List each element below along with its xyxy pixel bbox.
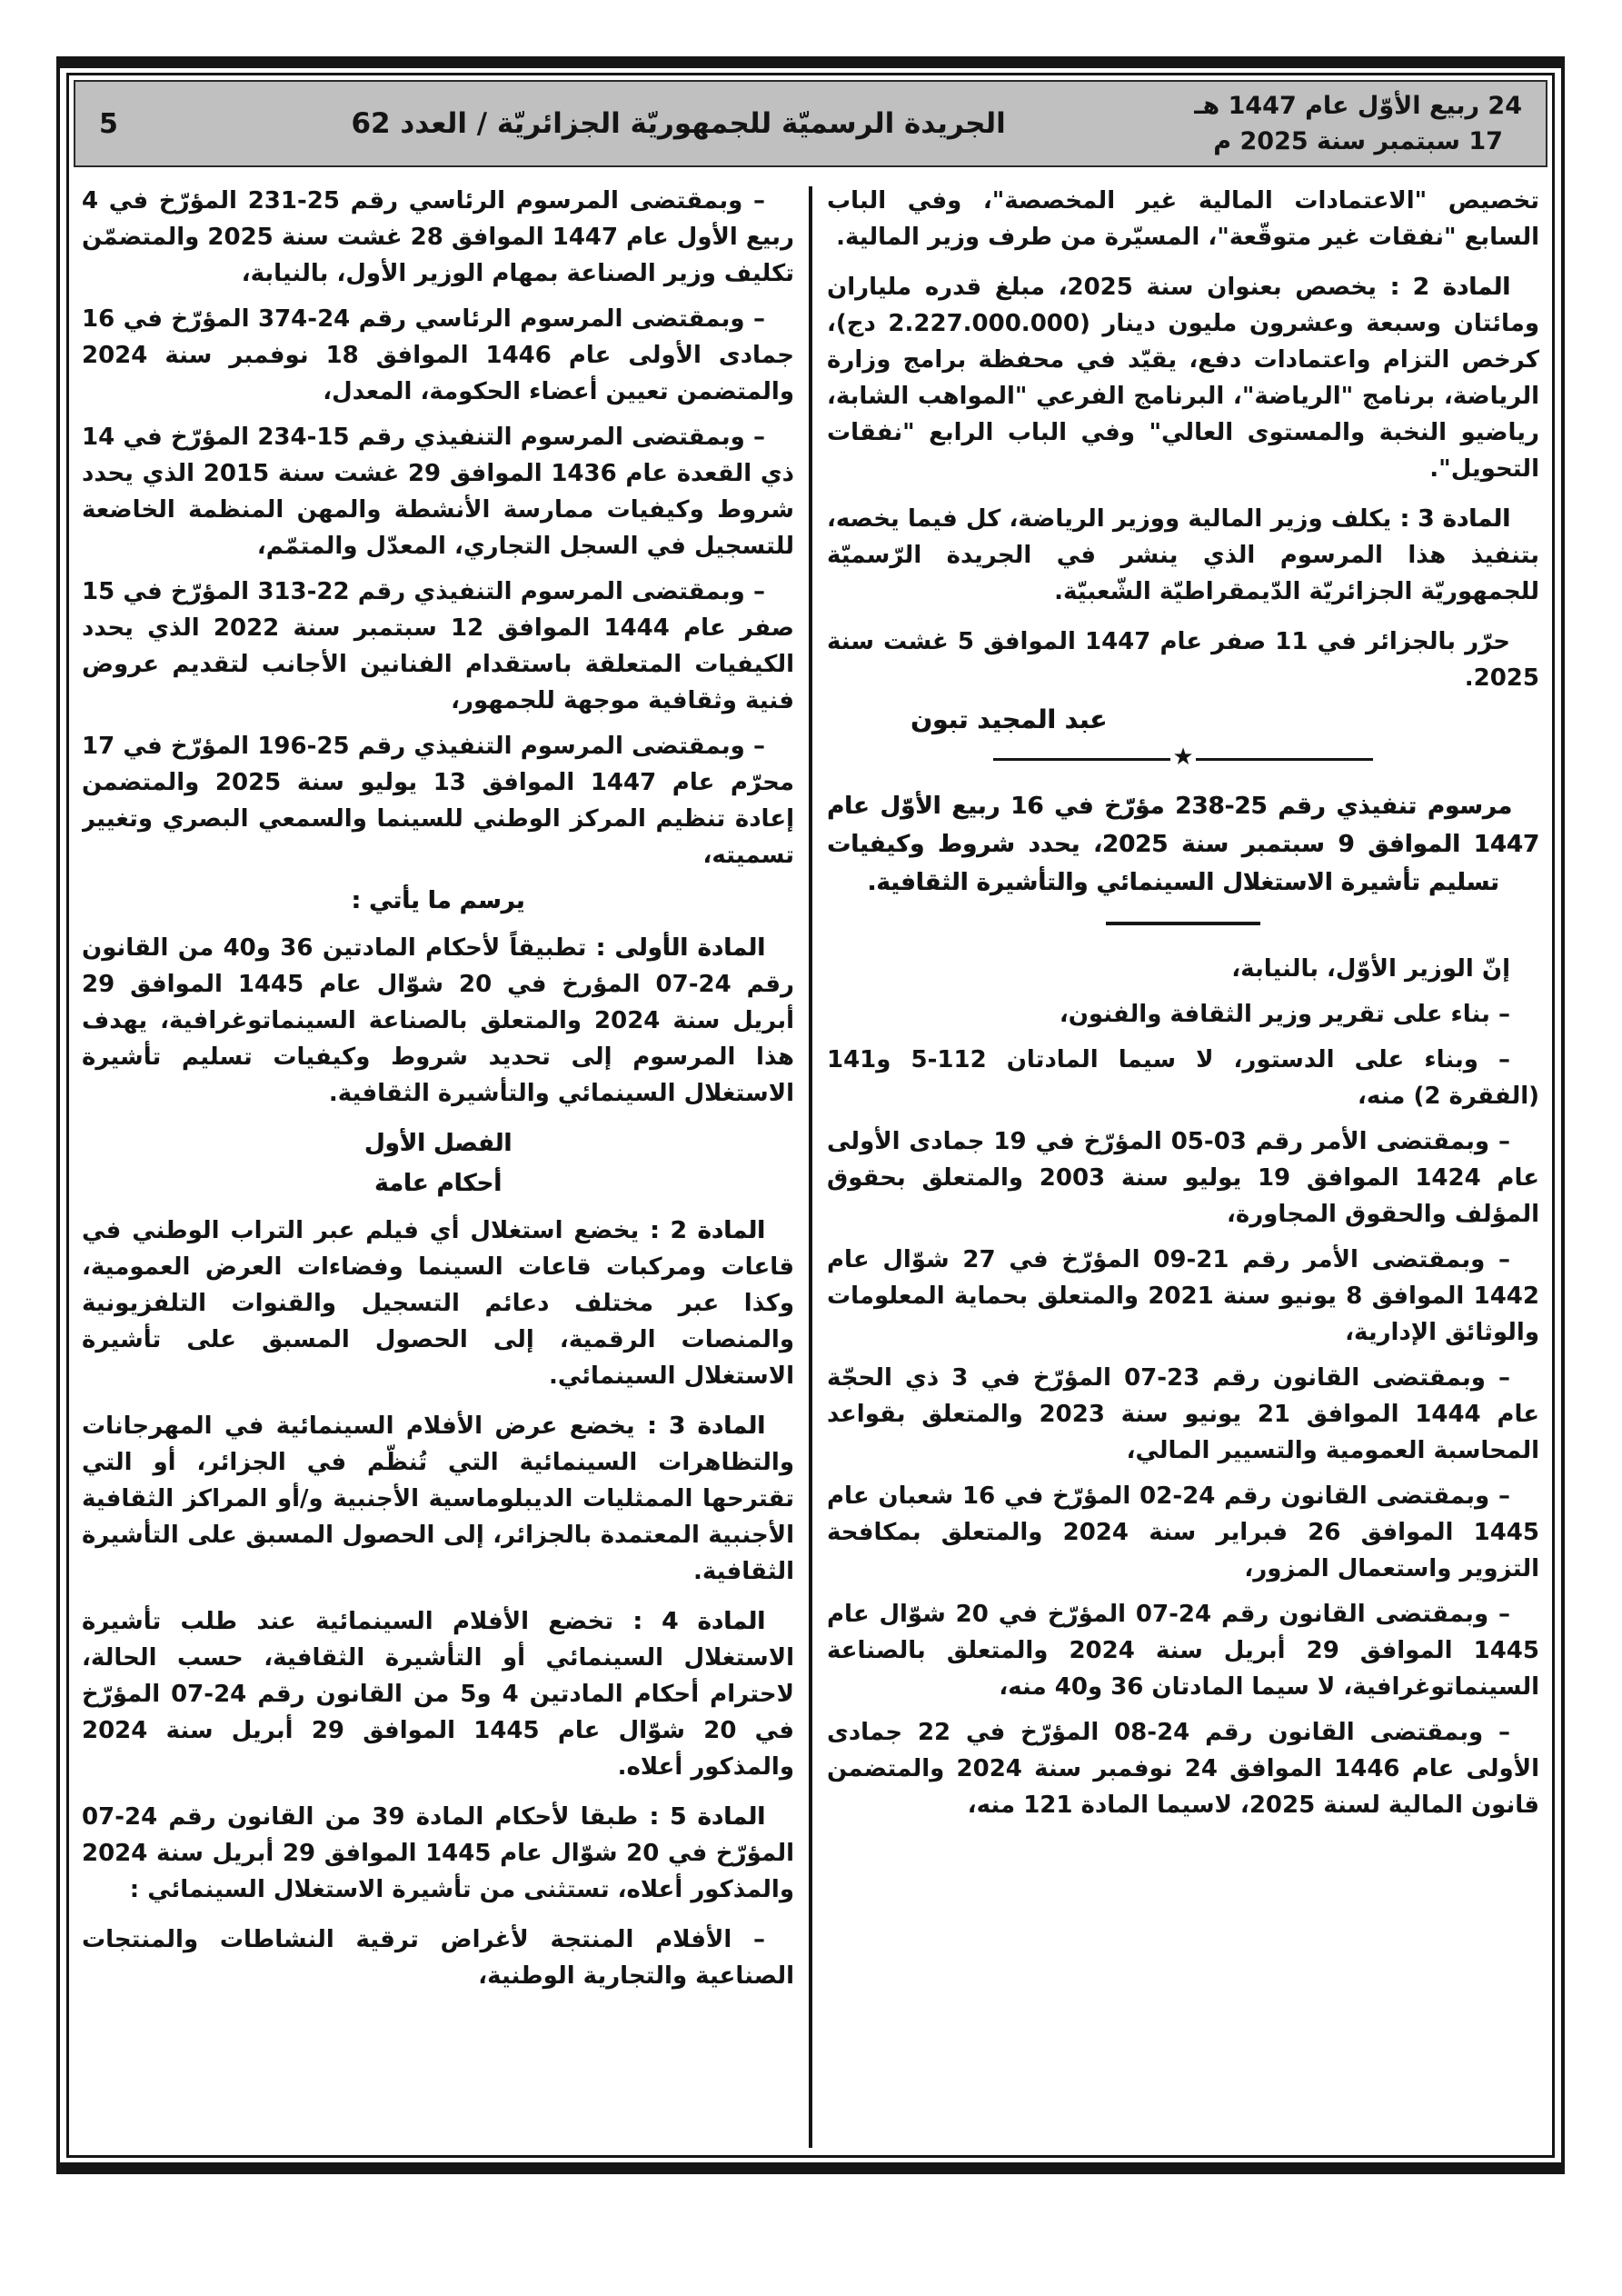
article-text: يكلف وزير المالية ووزير الرياضة، كل فيما يخصه، بتنفيذ هذا المرسوم الذي ينشر في الجريدة الرّسميّة للجمهوريّة الجزائريّة الدّيمقراطيّة الشّعبيّة.: [827, 505, 1539, 605]
article-text: يخضع استغلال أي فيلم عبر التراب الوطني في قاعات ومركبات قاعات السينما وفضاءات العرض العمومية، وكذا عبر مختلف دعائم التسجيل والقنوات التلفزيونية والمنصات الرقمية، إلى الحصول المسبق على تأشيرة الاستغلال السينمائي.: [82, 1217, 794, 1390]
article-label: المادة 4 :: [632, 1608, 765, 1635]
issue-dates: [1194, 88, 1522, 159]
hijri-date: 24 ربيع الأوّل عام 1447 هـ: [1194, 91, 1522, 120]
article-2: [82, 1213, 794, 1394]
article-label: المادة 5 :: [649, 1803, 765, 1831]
article-label: المادة 3 :: [1399, 505, 1510, 533]
column-left: [82, 183, 794, 2148]
separator-line: [1196, 758, 1373, 761]
article-3: [82, 1408, 794, 1590]
article-text: يخضع عرض الأفلام السينمائية في المهرجانات والتظاهرات السينمائية التي تُنظّم في الجزائر، أو التي تقترحها الممثليات الديبلوماسية الأجنبية و/أو المراكز الثقافية الأجنبية المعتمدة بالجزائر، إلى الحصول المسبق على التأشيرة الثقافية.: [82, 1413, 794, 1585]
visa-item: – بناء على تقرير وزير الثقافة والفنون،: [1059, 1001, 1510, 1028]
decree-intro: إنّ الوزير الأوّل، بالنيابة،: [1231, 955, 1510, 983]
chapter-title: الفصل الأول: [363, 1130, 512, 1157]
visa-item: – وبناء على الدستور، لا سيما المادتان 112-5 و141 (الفقرة 2) منه،: [827, 1046, 1539, 1110]
visa-item: – وبمقتضى القانون رقم 24-07 المؤرّخ في 20 شوّال عام 1445 الموافق 29 أبريل سنة 2024 والمتعلق بالصناعة السينماتوغرافية، لا سيما المادتان 36 و40 منه،: [827, 1601, 1539, 1701]
page-content: [69, 172, 1552, 2155]
president-signature: عبد المجيد تبون: [911, 704, 1108, 734]
article-text: تطبيقاً لأحكام المادتين 36 و40 من القانون رقم 24-07 المؤرخ في 20 شوّال عام 1445 الموافق 29 أبريل سنة 2024 والمتعلق بالصناعة السينماتوغرافية، يهدف هذا المرسوم إلى تحديد شروط وكيفيات تسليم تأشيرة الاستغلال السينمائي والتأشيرة الثقافية.: [82, 934, 794, 1107]
enacting-formula: يرسم ما يأتي :: [351, 887, 525, 914]
visa-item: – وبمقتضى القانون رقم 24-08 المؤرّخ في 22 جمادى الأولى عام 1446 الموافق 24 نوفمبر سنة 2024 والمتضمن قانون المالية لسنة 2025، لاسيما المادة 121 منه،: [827, 1719, 1539, 1819]
signature-year: 2025.: [1464, 664, 1539, 692]
visa-item: – وبمقتضى المرسوم التنفيذي رقم 25-196 المؤرّخ في 17 محرّم عام 1447 الموافق 13 يوليو سنة 2025 والمتضمن إعادة تنظيم المركز الوطني للسينما والسمعي البصري وتغيير تسميته،: [82, 733, 794, 869]
decree-title: مرسوم تنفيذي رقم 25-238 مؤرّخ في 16 ربيع الأوّل عام 1447 الموافق 9 سبتمبر سنة 2025، يحدد شروط وكيفيات تسليم تأشيرة الاستغلال السينمائي والتأشيرة الثقافية.: [827, 793, 1539, 896]
article-label: المادة 2 :: [1389, 274, 1510, 301]
section-separator: [827, 744, 1539, 771]
article-text: تخضع الأفلام السينمائية عند طلب تأشيرة الاستغلال السينمائي أو التأشيرة الثقافية، حسب الحالة، لاحترام أحكام المادتين 4 و5 من القانون رقم 24-07 المؤرّخ في 20 شوّال عام 1445 الموافق 29 أبريل سنة 2024 والمذكور أعلاه.: [82, 1608, 794, 1781]
visa-item: – وبمقتضى القانون رقم 23-07 المؤرّخ في 3 ذي الحجّة عام 1444 الموافق 21 يونيو سنة 2023 والمتعلق بقواعد المحاسبة العمومية والتسيير المالي،: [827, 1364, 1539, 1464]
visa-item: – وبمقتضى القانون رقم 24-02 المؤرّخ في 16 شعبان عام 1445 الموافق 26 فبراير سنة 2024 والمتعلق بمكافحة التزوير واستعمال المزور،: [827, 1482, 1539, 1582]
visa-item: – وبمقتضى الأمر رقم 03-05 المؤرّخ في 19 جمادى الأولى عام 1424 الموافق 19 يوليو سنة 2003 والمتعلق بحقوق المؤلف والحقوق المجاورة،: [827, 1128, 1539, 1228]
article-text: يخصص بعنوان سنة 2025، مبلغ قدره ملياران ومائتان وسبعة وعشرون مليون دينار (2.227.000.000 دج)، كرخص التزام واعتمادات دفع، يقيّد في محفظة برامج وزارة الرياضة، برنامج "الرياضة"، البرنامج الفرعي "المواهب الشابة، رياضيو النخبة والمستوى العالي" وفي الباب الرابع "نفقات التحويل".: [827, 274, 1539, 483]
visa-item: – وبمقتضى الأمر رقم 21-09 المؤرّخ في 27 شوّال عام 1442 الموافق 8 يونيو سنة 2021 والمتعلق بحماية المعلومات والوثائق الإدارية،: [827, 1246, 1539, 1346]
visa-item: – وبمقتضى المرسوم التنفيذي رقم 15-234 المؤرّخ في 14 ذي القعدة عام 1436 الموافق 29 غشت سنة 2015 الذي يحدد شروط وكيفيات ممارسة الأنشطة والمهن المنظمة الخاضعة للتسجيل في السجل التجاري، المعدّل والمتمّم،: [82, 424, 794, 560]
article-5: [82, 1799, 794, 1908]
article-4: [82, 1603, 794, 1785]
column-right: [827, 183, 1539, 2148]
title-rule: [1106, 922, 1260, 925]
article-3-decree1: [827, 501, 1539, 610]
page-frame: [56, 56, 1565, 2174]
signature-place-date: حرّر بالجزائر في 11 صفر عام 1447 الموافق 5 غشت سنة 2025.: [827, 624, 1539, 696]
visa-item: – وبمقتضى المرسوم التنفيذي رقم 22-313 المؤرّخ في 15 صفر عام 1444 الموافق 12 سبتمبر سنة 2022 الذي يحدد الكيفيات المتعلقة باستقدام الفنانين الأجانب لتقديم عروض فنية وثقافية موجهة للجمهور،: [82, 578, 794, 714]
masthead: [74, 80, 1547, 167]
column-divider: [809, 186, 812, 2148]
list-item: – الأفلام المنتجة لأغراض ترقية النشاطات والمنتجات الصناعية والتجارية الوطنية،: [82, 1926, 794, 1990]
article-label: المادة الأولى :: [595, 934, 765, 962]
chapter-subtitle: أحكام عامة: [373, 1170, 503, 1197]
page-inner-frame: [66, 73, 1555, 2158]
gregorian-date: 17 سبتمبر سنة 2025 م: [1213, 127, 1503, 155]
article-1: [82, 930, 794, 1112]
article-2-decree1: [827, 269, 1539, 487]
separator-line: [993, 758, 1170, 761]
page-number: 5: [99, 107, 118, 140]
paragraph: تخصيص "الاعتمادات المالية غير المخصصة"، وفي الباب السابع "نفقات غير متوقّعة"، المسيّرة من طرف وزير المالية.: [827, 187, 1539, 251]
journal-title: الجريدة الرسميّة للجمهوريّة الجزائريّة / العدد 62: [351, 107, 1006, 140]
article-text: طبقا لأحكام المادة 39 من القانون رقم 24-07 المؤرّخ في 20 شوّال عام 1445 الموافق 29 أبريل سنة 2024 والمذكور أعلاه، تستثنى من تأشيرة الاستغلال السينمائي :: [82, 1803, 794, 1903]
star-icon: ★: [1172, 744, 1194, 771]
article-label: المادة 3 :: [647, 1413, 765, 1440]
article-label: المادة 2 :: [650, 1217, 765, 1244]
visa-item: – وبمقتضى المرسوم الرئاسي رقم 24-374 المؤرّخ في 16 جمادى الأولى عام 1446 الموافق 18 نوفمبر سنة 2024 والمتضمن تعيين أعضاء الحكومة، المعدل،: [82, 305, 794, 405]
visa-item: – وبمقتضى المرسوم الرئاسي رقم 25-231 المؤرّخ في 4 ربيع الأول عام 1447 الموافق 28 غشت سنة 2025 والمتضمّن تكليف وزير الصناعة بمهام الوزير الأول، بالنيابة،: [82, 187, 794, 287]
